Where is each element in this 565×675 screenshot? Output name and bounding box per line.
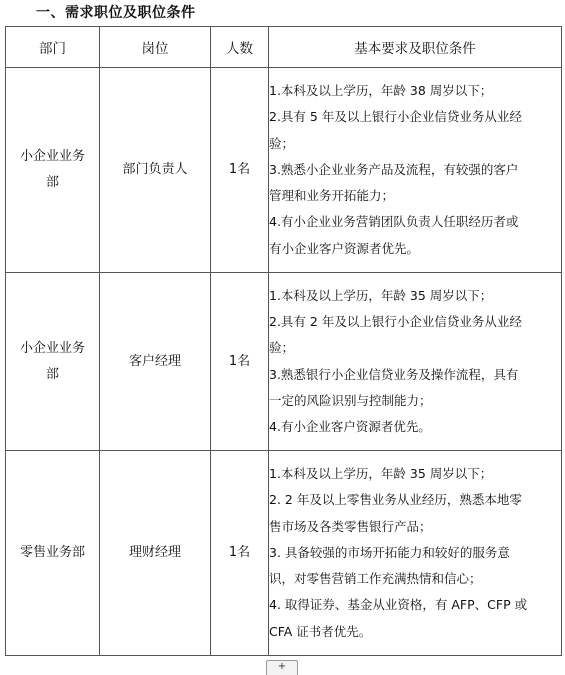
table-row — [6, 273, 562, 451]
section-title: 一、需求职位及职位条件 — [36, 5, 196, 21]
requirement-line: 识，对零售营销工作充满热情和信心； — [269, 571, 482, 587]
requirements-cell — [269, 68, 562, 273]
requirements-cell — [269, 273, 562, 451]
position-cell: 理财经理 — [100, 451, 211, 656]
requirement-line: 有小企业客户资源者优先。 — [269, 240, 420, 256]
header-position: 岗位 — [100, 27, 211, 68]
requirements-cell — [269, 451, 562, 656]
requirement-line: 3. 具备较强的市场开拓能力和较好的服务意 — [269, 544, 510, 560]
table-row — [6, 68, 562, 273]
header-requirements: 基本要求及职位条件 — [269, 27, 562, 68]
requirement-line: 售市场及各类零售银行产品； — [269, 518, 432, 534]
requirement-line: 1.本科及以上学历，年龄 38 周岁以下； — [269, 83, 493, 99]
count-cell: 1名 — [211, 68, 269, 273]
department-cell — [6, 273, 100, 451]
requirements-table — [5, 26, 562, 656]
count-cell: 1名 — [211, 273, 269, 451]
department-line: 零售业务部 — [19, 545, 85, 560]
department-line: 部 — [45, 366, 59, 382]
department-line: 小企业业务 — [19, 340, 85, 356]
requirement-line: 1.本科及以上学历，年龄 35 周岁以下； — [269, 287, 493, 303]
requirement-line: 3.熟悉小企业业务产品及流程，有较强的客户 — [269, 161, 519, 177]
requirement-line: 4.有小企业业务营销团队负责人任职经历者或 — [269, 214, 519, 230]
count-cell: 1名 — [211, 451, 269, 656]
requirement-line: 验； — [269, 340, 295, 356]
department-line: 部 — [45, 175, 59, 190]
requirement-line: 管理和业务开拓能力； — [269, 188, 395, 204]
header-department: 部门 — [6, 27, 100, 68]
requirement-line: 2. 2 年及以上零售业务从业经历，熟悉本地零 — [269, 492, 522, 508]
requirement-line: 4.有小企业客户资源者优先。 — [269, 418, 431, 434]
requirement-line: 2.具有 2 年及以上银行小企业信贷业务从业经 — [269, 314, 522, 330]
requirement-line: 2.具有 5 年及以上银行小企业信贷业务从业经 — [269, 109, 522, 125]
position-cell: 部门负责人 — [100, 68, 211, 273]
department-cell — [6, 68, 100, 273]
requirement-line: CFA 证书者优先。 — [269, 623, 372, 639]
requirement-line: 1.本科及以上学历，年龄 35 周岁以下； — [269, 466, 493, 482]
header-count: 人数 — [211, 27, 269, 68]
table-header-row — [6, 27, 562, 68]
requirement-line: 验； — [269, 135, 295, 151]
requirement-line: 4. 取得证券、基金从业资格，有 AFP、CFP 或 — [269, 597, 528, 613]
position-cell: 客户经理 — [100, 273, 211, 451]
table-row — [6, 451, 562, 656]
department-line: 小企业业务 — [19, 149, 85, 164]
add-row-button[interactable]: + — [266, 660, 298, 675]
requirement-line: 3.熟悉银行小企业信贷业务及操作流程，具有 — [269, 366, 519, 382]
requirement-line: 一定的风险识别与控制能力； — [269, 392, 432, 408]
department-cell — [6, 451, 100, 656]
